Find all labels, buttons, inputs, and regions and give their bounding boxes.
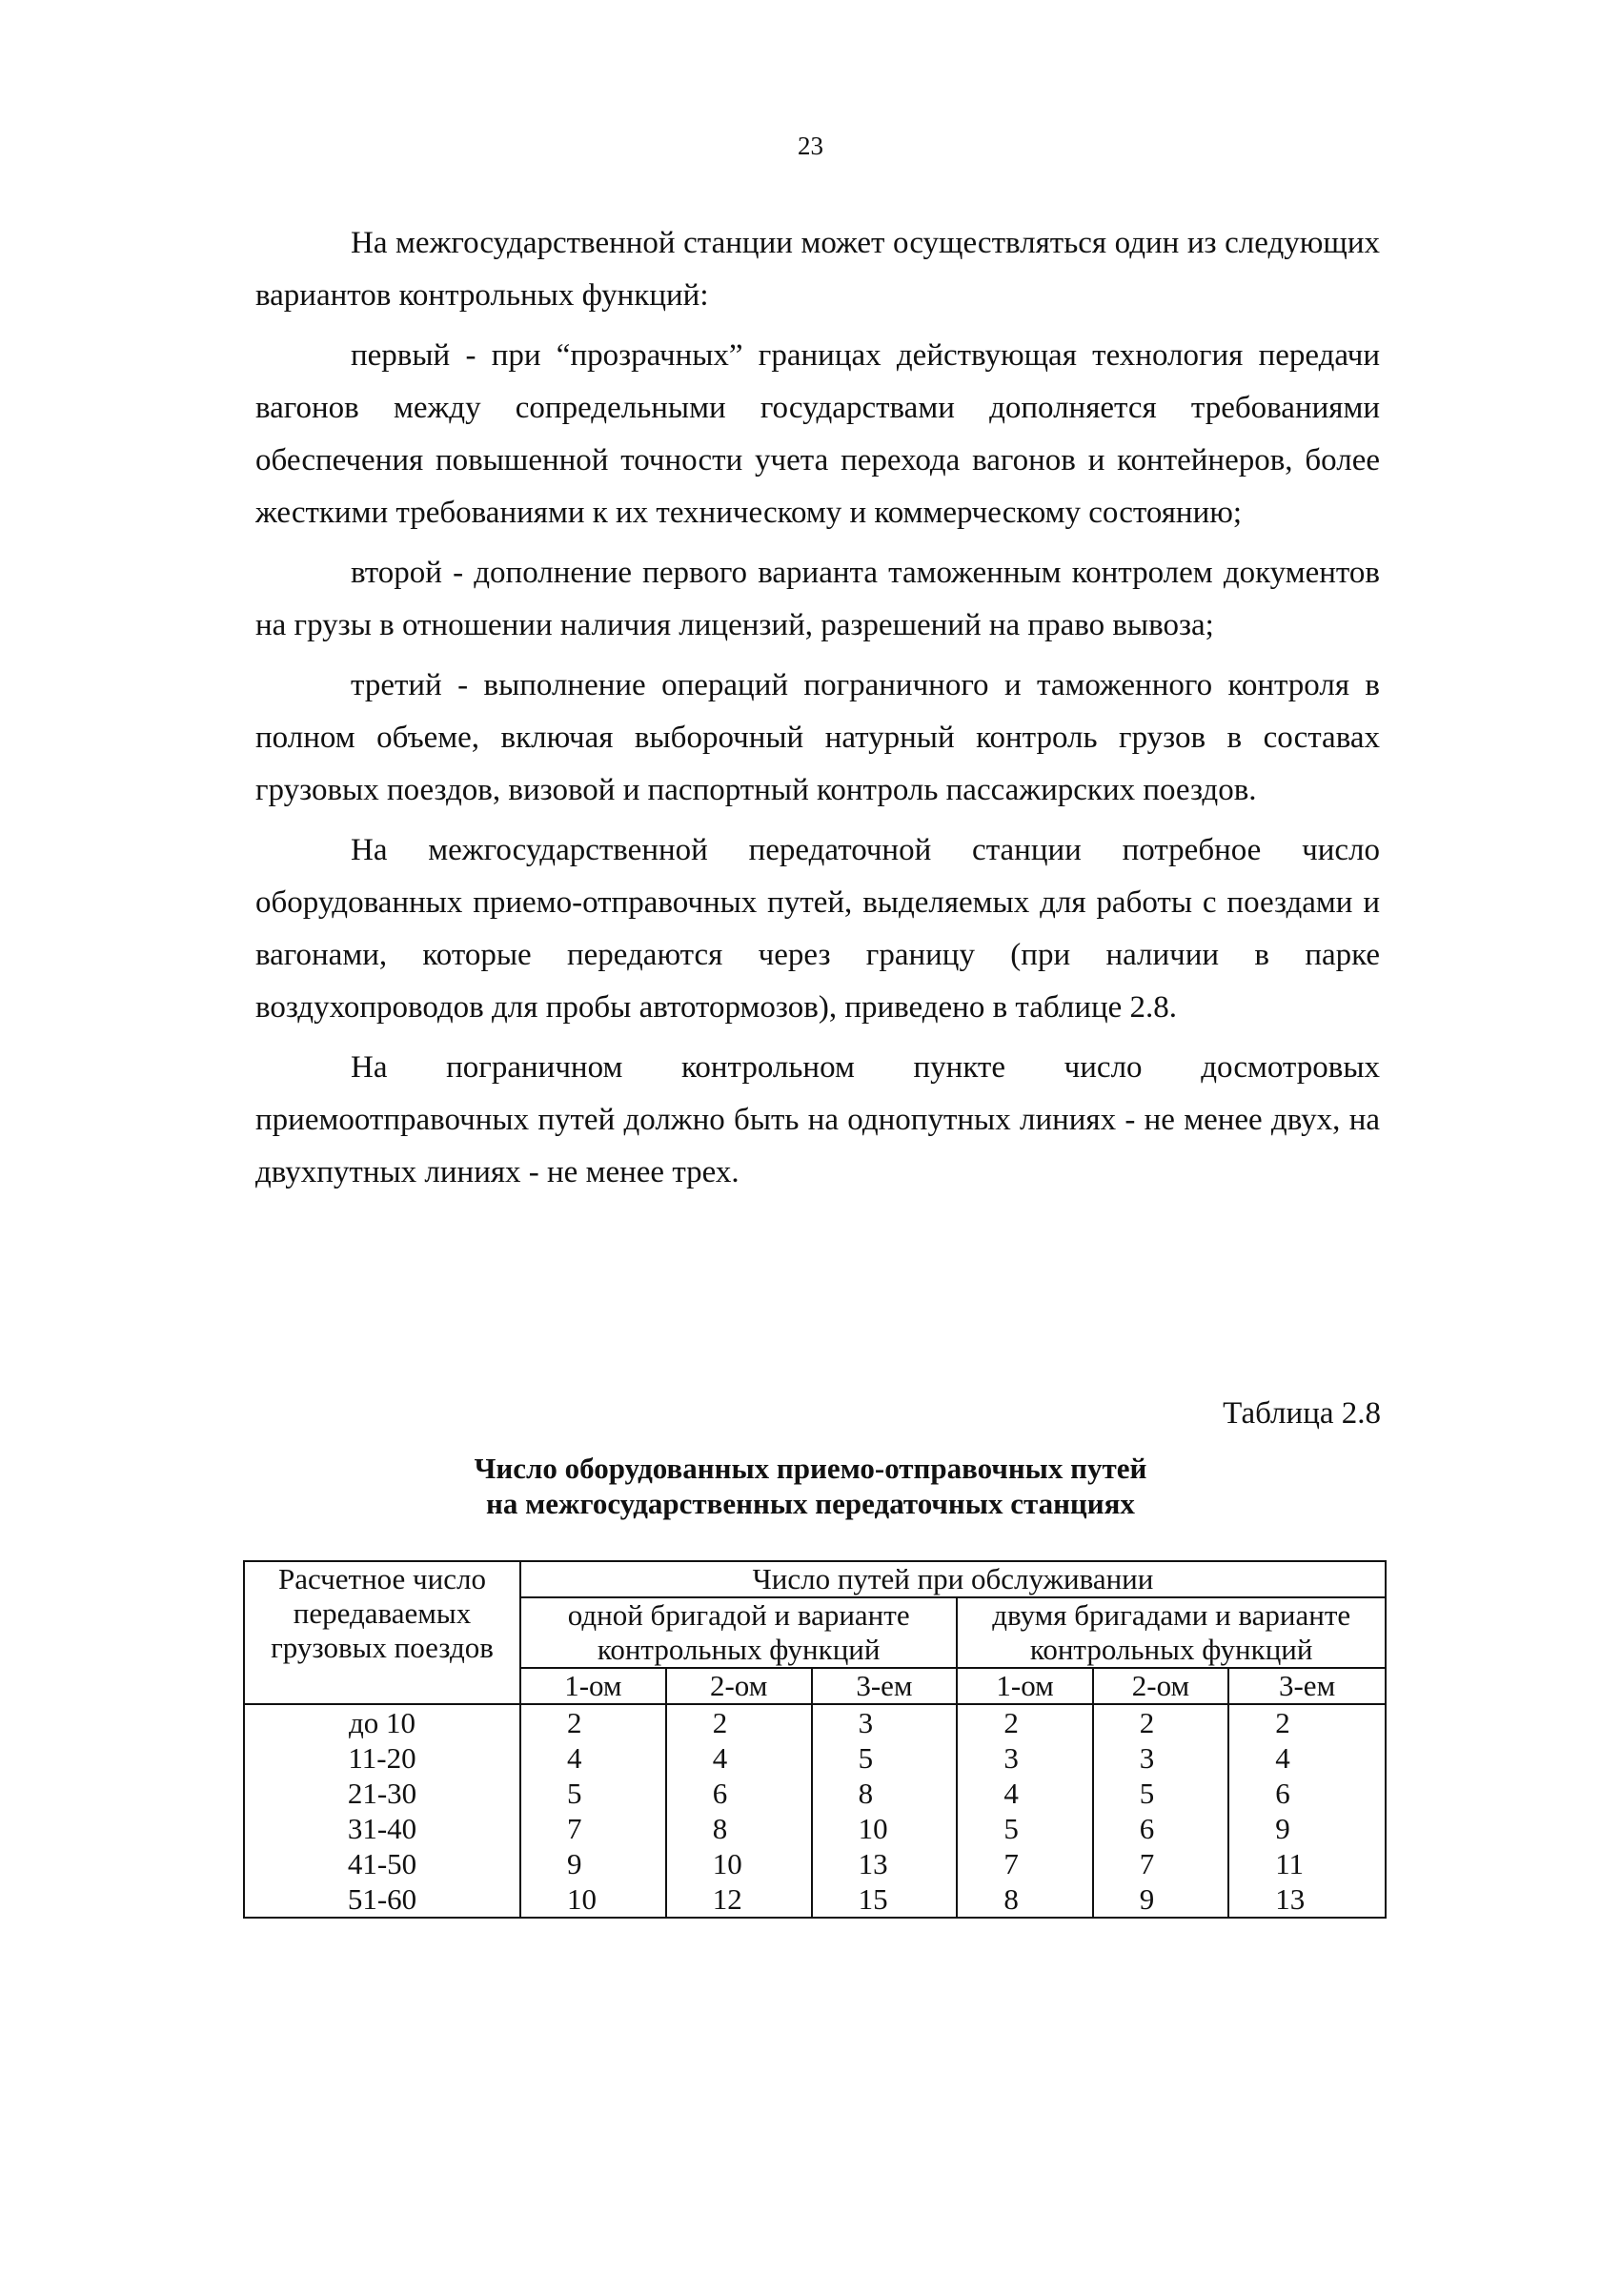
table-cell: 10 [520,1881,666,1918]
row-range: до 10 [244,1704,520,1740]
table-label: Таблица 2.8 [1223,1396,1381,1431]
table-row [244,1811,1386,1846]
table-cell: 9 [520,1846,666,1881]
table-row [244,1881,1386,1918]
paragraph-border-checkpoint: На пограничном контрольном пункте число досмотровых приемоотправочных путей должно быть на однопутных линиях - не менее двух, на двухпутных линиях - не менее трех. [255,1050,1380,1189]
header-two-crews: двумя бригадами и варианте контрольных функций [957,1597,1386,1668]
table-cell: 9 [1093,1881,1228,1918]
table-cell: 6 [1228,1776,1386,1811]
header-variant: 1-ом [957,1668,1092,1704]
table-cell: 3 [1093,1740,1228,1776]
table-cell: 4 [957,1776,1092,1811]
table-cell: 8 [957,1881,1092,1918]
table-cell: 13 [1228,1881,1386,1918]
table-row [244,1846,1386,1881]
table-cell: 2 [520,1704,666,1740]
body-text [255,217,1380,1207]
header-variant: 1-ом [520,1668,666,1704]
header-variant: 2-ом [1093,1668,1228,1704]
table-cell: 5 [1093,1776,1228,1811]
table-cell: 11 [1228,1846,1386,1881]
table-row [244,1740,1386,1776]
table-cell: 15 [812,1881,958,1918]
table-cell: 2 [666,1704,812,1740]
table-cell: 4 [666,1740,812,1776]
table-cell: 2 [1228,1704,1386,1740]
table-cell: 5 [520,1776,666,1811]
table-cell: 3 [957,1740,1092,1776]
header-tracks-group: Число путей при обслуживании [520,1561,1386,1597]
table-cell: 5 [957,1811,1092,1846]
paragraph-variant-second: второй - дополнение первого варианта таможенным контролем документов на грузы в отношении наличия лицензий, разрешений на право вывоза; [255,556,1380,642]
paragraph-variant-third: третий - выполнение операций пограничного и таможенного контроля в полном объеме, включая выборочный натурный контроль грузов в составах грузовых поездов, визовой и паспортный контроль пассажирских поездов. [255,668,1380,807]
table-cell: 2 [957,1704,1092,1740]
table-cell: 5 [812,1740,958,1776]
header-variant: 3-ем [812,1668,958,1704]
table-cell: 7 [1093,1846,1228,1881]
table-cell: 13 [812,1846,958,1881]
table-cell: 7 [957,1846,1092,1881]
tracks-table [243,1560,1387,1919]
table-title-line-2: на межгосударственных передаточных станциях [486,1487,1135,1520]
paragraph-intro: На межгосударственной станции может осуществляться один из следующих вариантов контрольных функций: [255,226,1380,313]
header-trains-count: Расчетное число передаваемых грузовых поездов [244,1561,520,1704]
paragraph-variant-first: первый - при “прозрачных” границах действующая технология передачи вагонов между сопредельными государствами дополняется требованиями обеспечения повышенной точности учета перехода вагонов и контейнеров, более жесткими требованиями к их техническому и коммерческому состоянию; [255,338,1380,530]
table-cell: 8 [812,1776,958,1811]
page-number: 23 [798,132,823,160]
table-cell: 6 [666,1776,812,1811]
table-cell: 8 [666,1811,812,1846]
row-range: 21-30 [244,1776,520,1811]
table-cell: 2 [1093,1704,1228,1740]
table-title [0,1451,1621,1521]
header-variant: 2-ом [666,1668,812,1704]
row-range: 31-40 [244,1811,520,1846]
table-cell: 4 [520,1740,666,1776]
table-cell: 6 [1093,1811,1228,1846]
row-range: 11-20 [244,1740,520,1776]
table-row [244,1704,1386,1740]
table-cell: 10 [812,1811,958,1846]
table-cell: 7 [520,1811,666,1846]
row-range: 41-50 [244,1846,520,1881]
paragraph-transfer-station: На межгосударственной передаточной станции потребное число оборудованных приемо-отправочных путей, выделяемых для работы с поездами и вагонами, которые передаются через границу (при наличии в парке воздухопроводов для пробы автотормозов), приведено в таблице 2.8. [255,833,1380,1025]
table-cell: 12 [666,1881,812,1918]
table-cell: 9 [1228,1811,1386,1846]
table-cell: 10 [666,1846,812,1881]
table-cell: 3 [812,1704,958,1740]
table-title-line-1: Число оборудованных приемо-отправочных путей [474,1452,1147,1485]
header-variant: 3-ем [1228,1668,1386,1704]
table-cell: 4 [1228,1740,1386,1776]
header-one-crew: одной бригадой и варианте контрольных функций [520,1597,957,1668]
table-row [244,1776,1386,1811]
row-range: 51-60 [244,1881,520,1918]
